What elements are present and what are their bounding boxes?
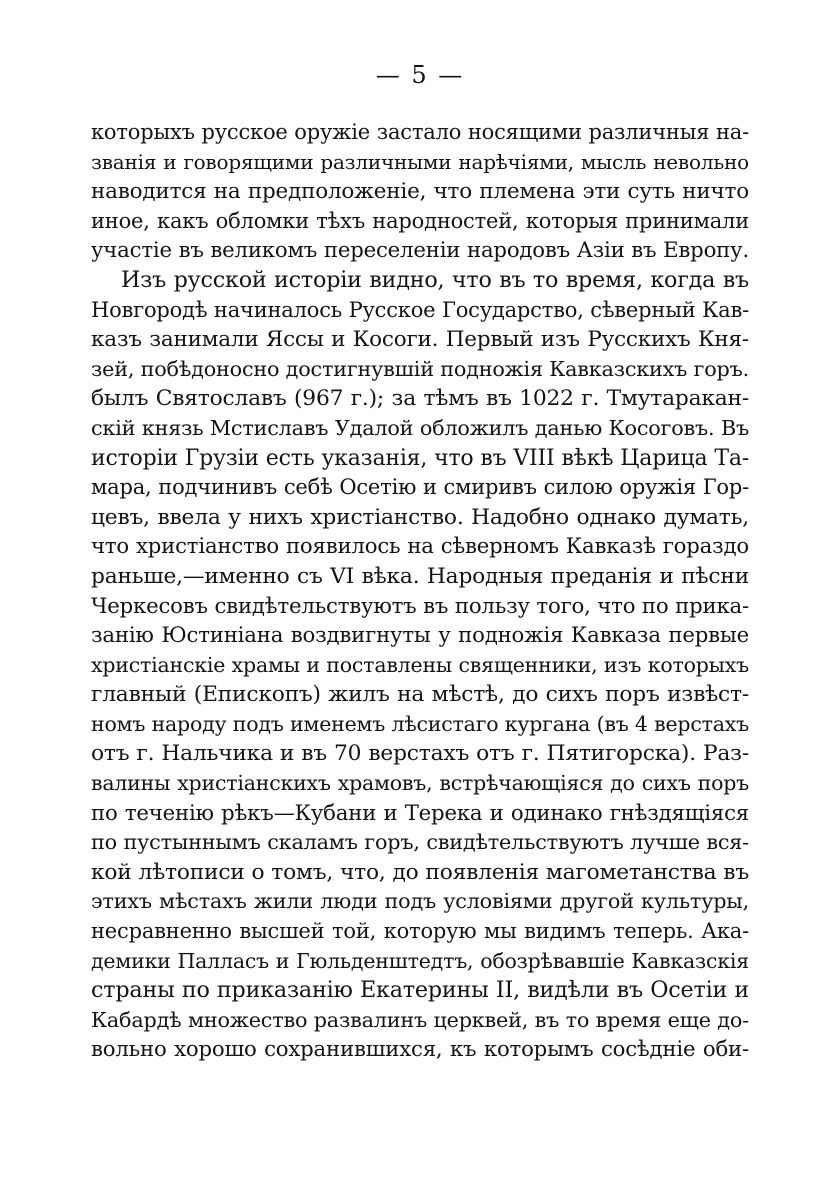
text-line: Новгородѣ начиналось Русское Государство, сѣверный Кав- xyxy=(91,297,749,322)
text-line: главный (Епископъ) жилъ на мѣстѣ, до сихъ поръ извѣст- xyxy=(91,682,749,708)
text-line: отъ г. Нальчика и въ 70 верстахъ отъ г. Пятигорска). Раз- xyxy=(91,741,749,767)
text-line: номъ народу подъ именемъ лѣсистаго кургана (въ 4 верстахъ xyxy=(91,711,749,736)
text-line: демики Палласъ и Гюльденштедтъ, обозрѣвавшіе Кавказскія xyxy=(91,948,749,973)
page-number: — 5 — xyxy=(375,61,465,89)
text-line: мара, подчинивъ себѣ Осетію и смиривъ силою оружія Гор- xyxy=(91,475,749,500)
text-line: что христіанство появилось на сѣверномъ Кавказѣ гораздо xyxy=(91,534,749,560)
text-line: исторіи Грузіи есть указанія, что въ VIII вѣкѣ Царица Та- xyxy=(91,445,749,471)
text-line: которыхъ русское оружіе застало носящими различныя на- xyxy=(91,120,749,144)
body-text xyxy=(91,118,749,1065)
text-line: занію Юстиніана воздвигнуты у подножія Кавказа первые xyxy=(91,623,749,649)
text-line: этихъ мѣстахъ жили люди подъ условіями другой культуры, xyxy=(91,889,749,914)
text-line: страны по приказанію Екатерины II, видѣли въ Осетіи и xyxy=(91,977,749,1004)
text-line: цевъ, ввела у нихъ христіанство. Надобно однако думать, xyxy=(91,504,749,530)
text-line: зей, побѣдоносно достигнувшій подножія Кавказскихъ горъ. xyxy=(91,356,749,381)
text-line: раньше,—именно съ VI вѣка. Народныя преданія и пѣсни xyxy=(91,563,749,589)
text-line: Черкесовъ свидѣтельствуютъ въ пользу того, что по прика- xyxy=(91,593,749,619)
text-line: былъ Святославъ (967 г.); за тѣмъ въ 1022 г. Тмутаракан- xyxy=(91,386,749,412)
text-line: вольно хорошо сохранившихся, къ которымъ сосѣдніе оби- xyxy=(91,1037,749,1063)
text-line: несравненно высшей той, которую мы видимъ теперь. Ака- xyxy=(91,919,749,944)
text-line: валины христіанскихъ храмовъ, встрѣчающіяся до сихъ поръ xyxy=(91,771,749,796)
text-line: наводится на предположеніе, что племена эти суть ничто xyxy=(91,179,749,205)
text-line: по пустыннымъ скаламъ горъ, свидѣтельствуютъ лучше вся- xyxy=(91,830,749,855)
text-line: званія и говорящими различными нарѣчіями, мысль невольно xyxy=(91,149,749,174)
text-line: кой лѣтописи о томъ, что, до появленія магометанства въ xyxy=(91,859,749,885)
text-line: иное, какъ обломки тѣхъ народностей, которыя принимали xyxy=(91,208,749,233)
text-line: скій князь Мстиславъ Удалой обложилъ данью Косоговъ. Въ xyxy=(91,415,749,440)
text-line: по теченію рѣкъ—Кубани и Терека и одинако гнѣздящіяся xyxy=(91,800,749,826)
text-line: Изъ русской исторіи видно, что въ то время, когда въ xyxy=(121,266,749,293)
text-line: казъ занимали Яссы и Косоги. Первый изъ Русскихъ Кня- xyxy=(91,327,749,353)
text-line: Кабардѣ множество развалинъ церквей, въ то время еще до- xyxy=(91,1007,749,1032)
text-line: участіе въ великомъ переселеніи народовъ Азіи въ Европу. xyxy=(91,238,749,264)
text-line: христіанскіе храмы и поставлены священники, изъ которыхъ xyxy=(91,652,749,677)
